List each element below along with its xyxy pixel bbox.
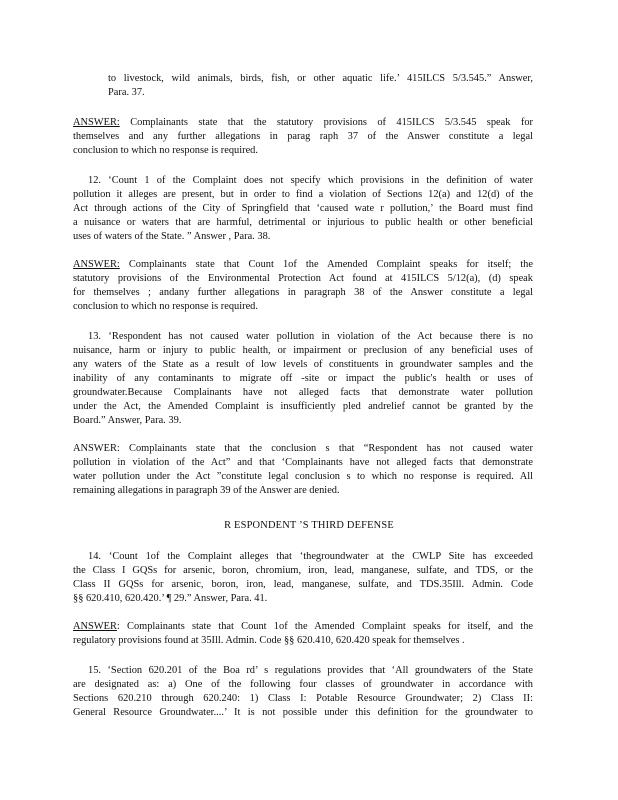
text-line: pollution it alleges are present, but in order to find a violation of Sections 12(a) and 12(d) of the (73, 189, 533, 200)
text-line: conclusion to which no response is required. (73, 145, 258, 156)
answer-label: ANSWER: (73, 117, 120, 128)
text-line: uses of waters of the State. ” Answer , Para. 38. (73, 231, 271, 242)
text-line: Board.” Answer, Para. 39. (73, 415, 182, 426)
answer-line: ANSWER: Complainants state that the conclusion s that “Respondent has not caused water (73, 443, 533, 454)
text-line: a nuisance or waters that are harmful, detrimental or injurious to public health or other beneficial (73, 217, 533, 228)
text-line: inability of any contaminants to migrate off -site or impact the public's health or uses of (73, 373, 533, 384)
text-line: to livestock, wild animals, birds, fish, or other aquatic life.’ 415ILCS 5/3.545.” Answer, (108, 73, 533, 84)
text-line: conclusion to which no response is required. (73, 301, 258, 312)
paragraph-13-line: 13. ‘Respondent has not caused water pollution in violation of the Act because there is no (88, 331, 533, 342)
answer-text: : Complainants state that Count 1of the Amended Complaint speaks for itself, and the (116, 621, 533, 632)
text-line: are designated as: a) One of the following four classes of groundwater in accordance with (73, 679, 533, 690)
answer-line (73, 116, 533, 130)
text-line: nuisance, harm or injury to public health, or impairment or preclusion of any beneficial uses of (73, 345, 533, 356)
text-line: the Class I GQSs for arsenic, boron, chromium, iron, lead, manganese, sulfate, and TDS, or the (73, 565, 533, 576)
section-heading: R ESPONDENT ’S THIRD DEFENSE (224, 520, 394, 531)
text-line: Sections 620.210 through 620.240: 1) Class I: Potable Resource Groundwater; 2) Class II: (73, 693, 533, 704)
text-line: pollution in violation of the Act” and that ‘Complainants have not alleged facts that demonstrate (73, 457, 533, 468)
answer-line (73, 620, 533, 634)
answer-label: ANSWER (73, 621, 117, 632)
paragraph-14-line: 14. ‘Count 1of the Complaint alleges that ‘thegroundwater at the CWLP Site has exceeded (88, 551, 533, 562)
text-line: Para. 37. (108, 87, 145, 98)
text-line: groundwater.Because Complainants have not alleged facts that demonstrate water pollution (73, 387, 533, 398)
text-line: themselves and any further allegations in parag raph 37 of the Answer constitute a legal (73, 131, 533, 142)
text-line: §§ 620.410, 620.420.’ ¶ 29.” Answer, Para. 41. (73, 593, 268, 604)
text-line: water pollution under the Act ”constitute legal conclusion s to which no response is required. All (73, 471, 533, 482)
answer-text: Complainants state that Count 1of the Amended Complaint speaks for itself; the (128, 259, 533, 270)
answer-line (73, 258, 533, 272)
answer-text: Complainants state that the statutory provisions of 415ILCS 5/3.545 speak for (130, 117, 533, 128)
text-line: statutory provisions of the Environmental Protection Act found at 415ILCS 5/12(a), (d) speak (73, 273, 533, 284)
paragraph-15-line: 15. ‘Section 620.201 of the Boa rd’ s regulations provides that ‘All groundwaters of the State (88, 665, 533, 676)
text-line: any waters of the State as a result of low levels of constituents in groundwater samples and the (73, 359, 533, 370)
text-line: under the Act, the Amended Complaint is insufficiently pled andrelief cannot be granted by the (73, 401, 533, 412)
text-line: Class II GQSs for arsenic, boron, iron, lead, manganese, sulfate, and TDS.35Ill. Admin. Code (73, 579, 533, 590)
text-line: Act through actions of the City of Springfield that ‘caused wate r pollution,’ the Board must find (73, 203, 533, 214)
answer-label: ANSWER: (73, 259, 120, 270)
text-line: regulatory provisions found at 35Ill. Admin. Code §§ 620.410, 620.420 speak for themselves . (73, 635, 465, 646)
paragraph-12-line: 12. ‘Count 1 of the Complaint does not specify which provisions in the definition of water (88, 175, 533, 186)
text-line: for themselves ; andany further allegations in paragraph 38 of the Answer constitute a legal (73, 287, 533, 298)
text-line: General Resource Groundwater....’ It is not possible under this definition for the groundwater to (73, 707, 533, 718)
text-line: remaining allegations in paragraph 39 of the Answer are denied. (73, 485, 340, 496)
